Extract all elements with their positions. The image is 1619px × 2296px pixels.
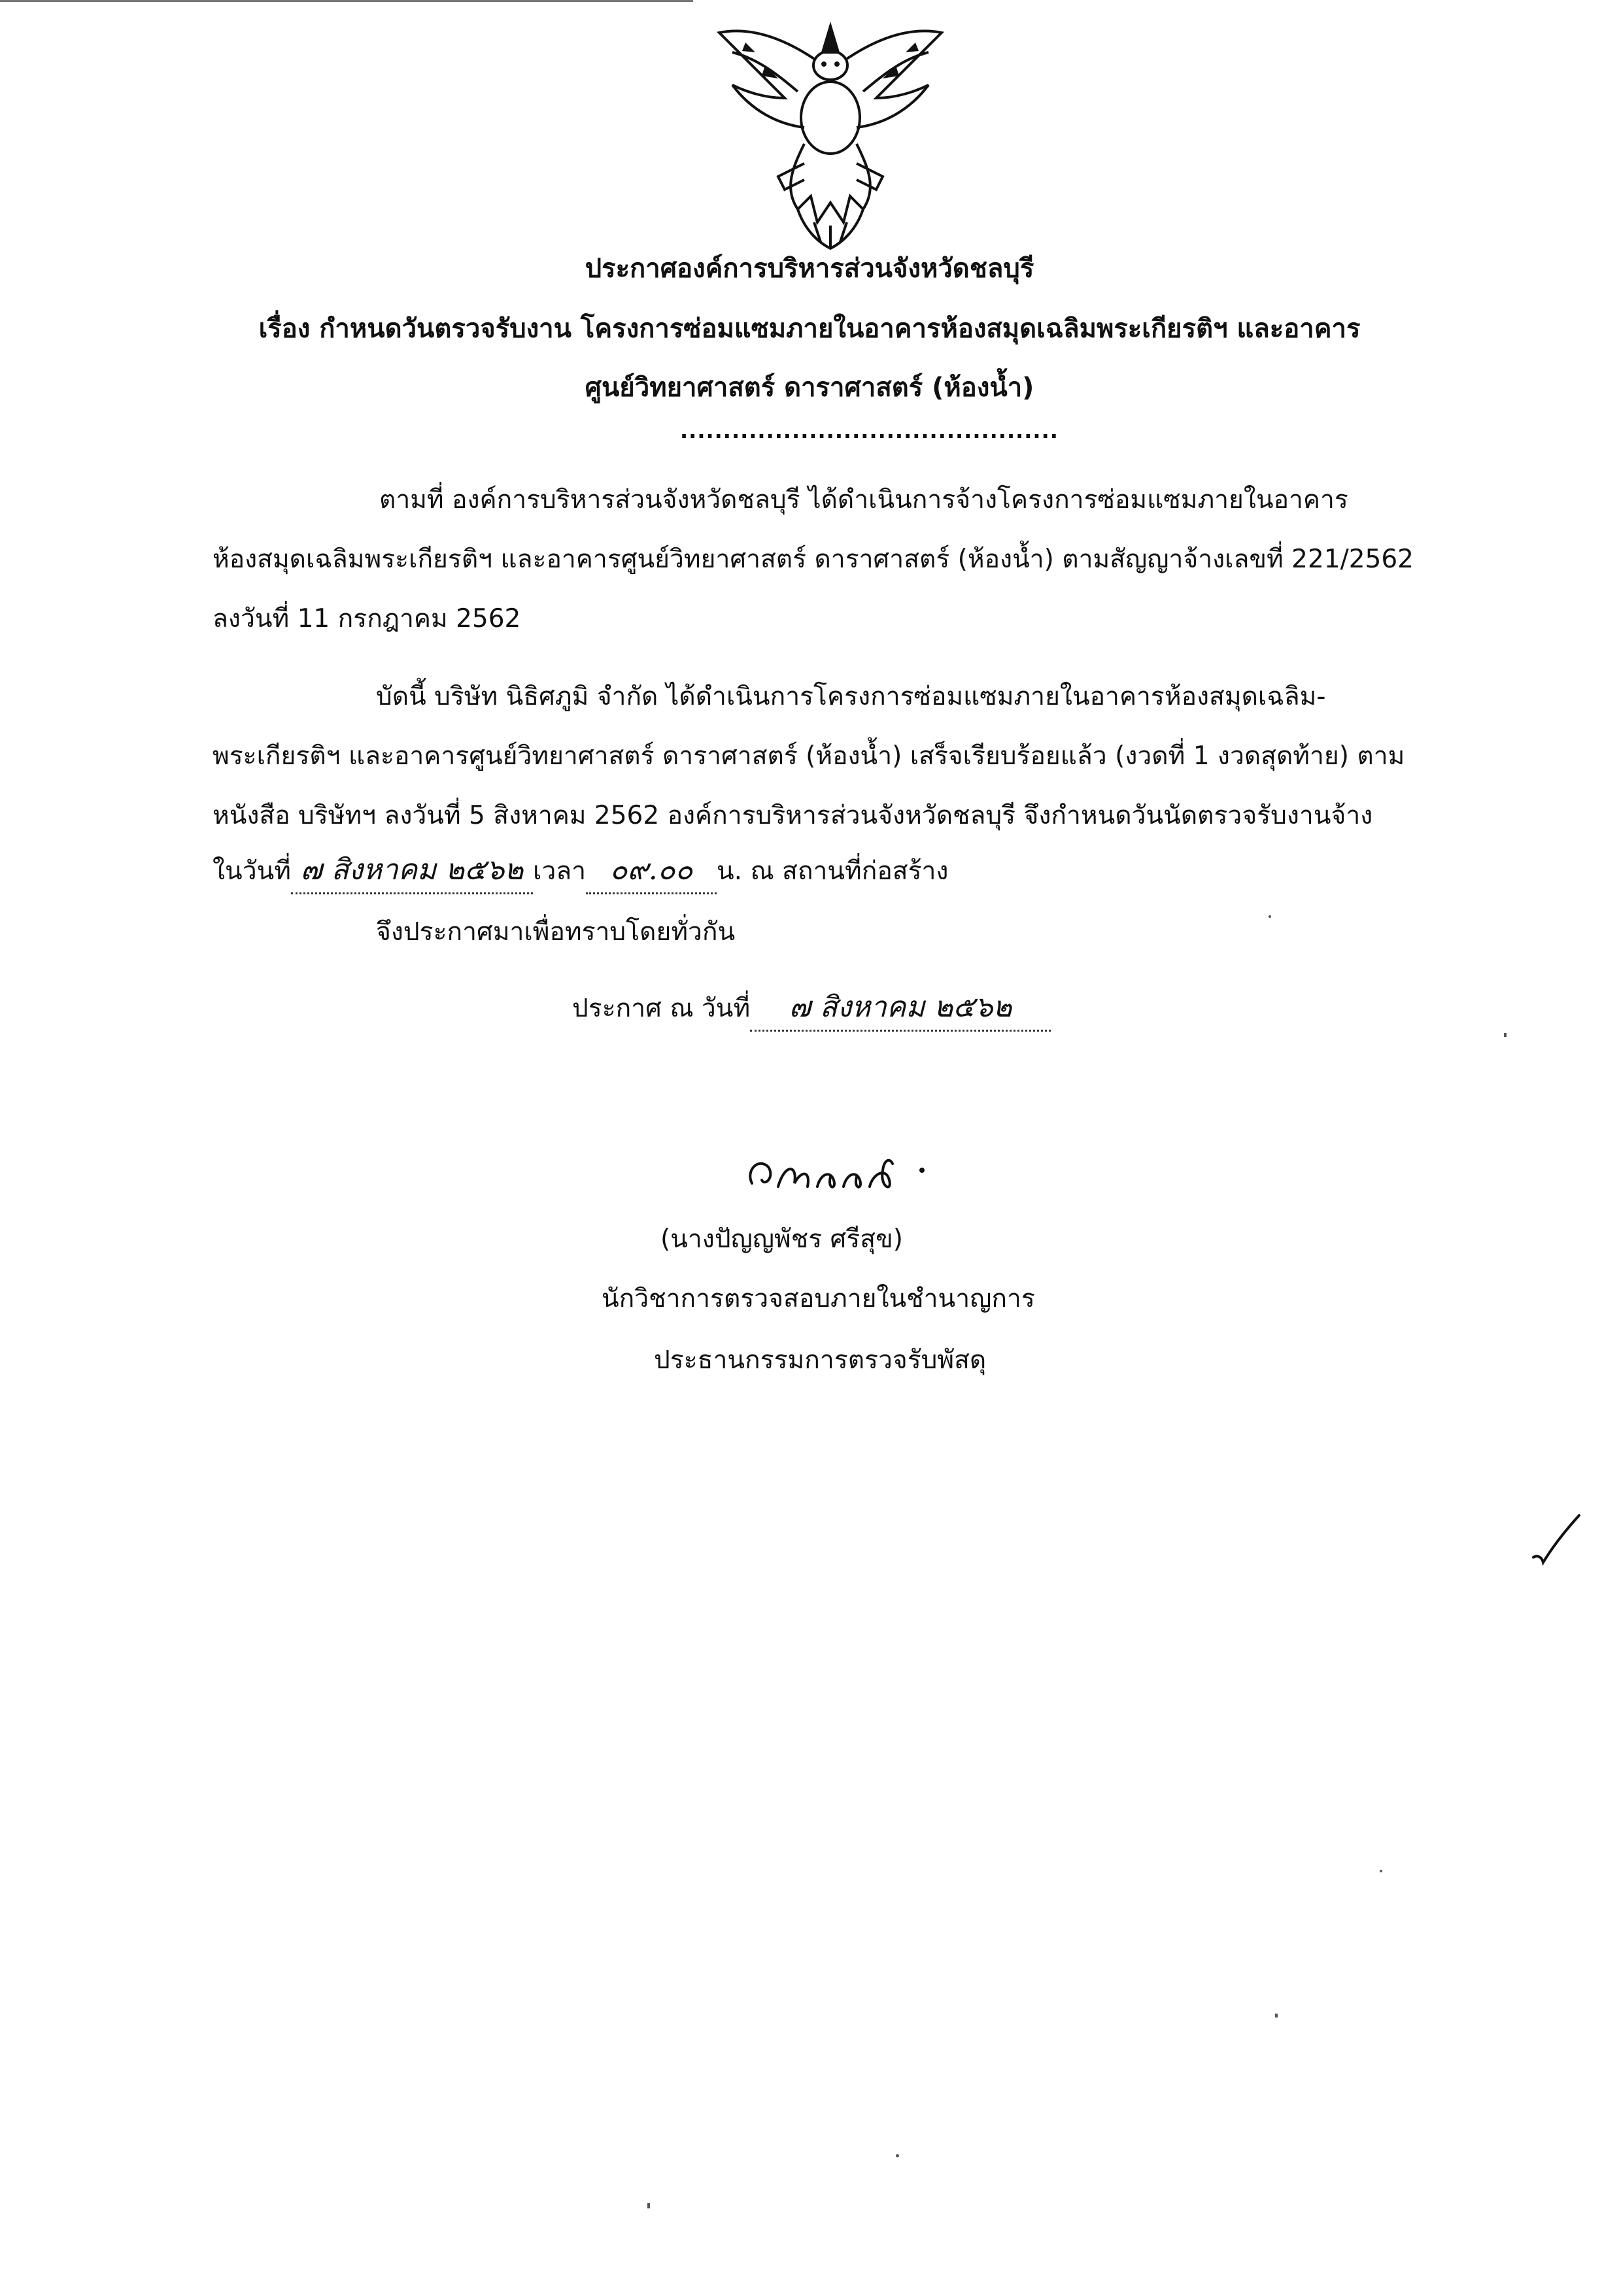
handwritten-announced-date: ๗ สิงหาคม ๒๕๖๒ xyxy=(750,984,1051,1032)
subject-line-continued: ศูนย์วิทยาศาสตร์ ดาราศาสตร์ (ห้องน้ำ) xyxy=(585,373,1034,403)
checkmark-icon xyxy=(1530,1510,1582,1569)
title-separator: ............................................ xyxy=(680,418,1059,443)
subject-line: เรื่อง กำหนดวันตรวจรับงาน โครงการซ่อมแซมภายในอาคารห้องสมุดเฉลิมพระเกียรติฯ และอาคาร xyxy=(258,314,1361,344)
closing-statement: จึงประกาศมาเพื่อทราบโดยทั่วกัน xyxy=(376,917,736,947)
signatory-position: นักวิชาการตรวจสอบภายในชำนาญการ xyxy=(602,1284,1035,1313)
paragraph-2-line-3: หนังสือ บริษัทฯ ลงวันที่ 5 สิงหาคม 2562 องค์การบริหารส่วนจังหวัดชลบุรี จึงกำหนดวันนัดตรวจรับงานจ้าง xyxy=(213,801,1373,830)
paragraph-1-line-1: ตามที่ องค์การบริหารส่วนจังหวัดชลบุรี ได้ดำเนินการจ้างโครงการซ่อมแซมภายในอาคาร xyxy=(379,485,1348,515)
scan-speck xyxy=(647,2203,650,2208)
signatory-role: ประธานกรรมการตรวจรับพัสดุ xyxy=(654,1345,987,1375)
handwritten-signature-icon xyxy=(739,1131,935,1203)
top-edge-line xyxy=(0,0,693,2)
announced-date-label: ประกาศ ณ วันที่ xyxy=(572,994,751,1023)
paragraph-2-line-4 xyxy=(213,847,948,894)
paragraph-1-line-2: ห้องสมุดเฉลิมพระเกียรติฯ และอาคารศูนย์วิทยาศาสตร์ ดาราศาสตร์ (ห้องน้ำ) ตามสัญญาจ้างเลขที่ 221/2562 xyxy=(213,545,1414,574)
announcement-title: ประกาศองค์การบริหารส่วนจังหวัดชลบุรี xyxy=(585,254,1034,284)
paragraph-2-line-2: พระเกียรติฯ และอาคารศูนย์วิทยาศาสตร์ ดาราศาสตร์ (ห้องน้ำ) เสร็จเรียบร้อยแล้ว (งวดที่ 1 งวดสุดท้าย) ตาม xyxy=(213,741,1405,771)
garuda-emblem-icon xyxy=(706,13,955,255)
paragraph-2-line-1: บัดนี้ บริษัท นิธิศภูมิ จำกัด ได้ดำเนินการโครงการซ่อมแซมภายในอาคารห้องสมุดเฉลิม- xyxy=(376,682,1326,711)
scan-speck xyxy=(1275,2014,1278,2017)
paragraph-1-line-3: ลงวันที่ 11 กรกฎาคม 2562 xyxy=(213,604,521,633)
scan-speck xyxy=(896,2154,899,2157)
handwritten-inspection-time: ๐๙.๐๐ xyxy=(586,847,717,894)
scan-speck xyxy=(1504,1033,1507,1037)
scan-speck xyxy=(1380,1870,1382,1872)
inspection-time-label: เวลา xyxy=(532,856,587,886)
inspection-date-label: ในวันที่ xyxy=(213,856,291,886)
scan-speck xyxy=(1269,915,1271,918)
handwritten-inspection-date: ๗ สิงหาคม ๒๕๖๒ xyxy=(291,847,533,894)
inspection-location: น. ณ สถานที่ก่อสร้าง xyxy=(717,856,949,886)
announced-date-line xyxy=(572,984,1051,1032)
signatory-name: (นางปัญญพัชร ศรีสุข) xyxy=(660,1224,903,1254)
